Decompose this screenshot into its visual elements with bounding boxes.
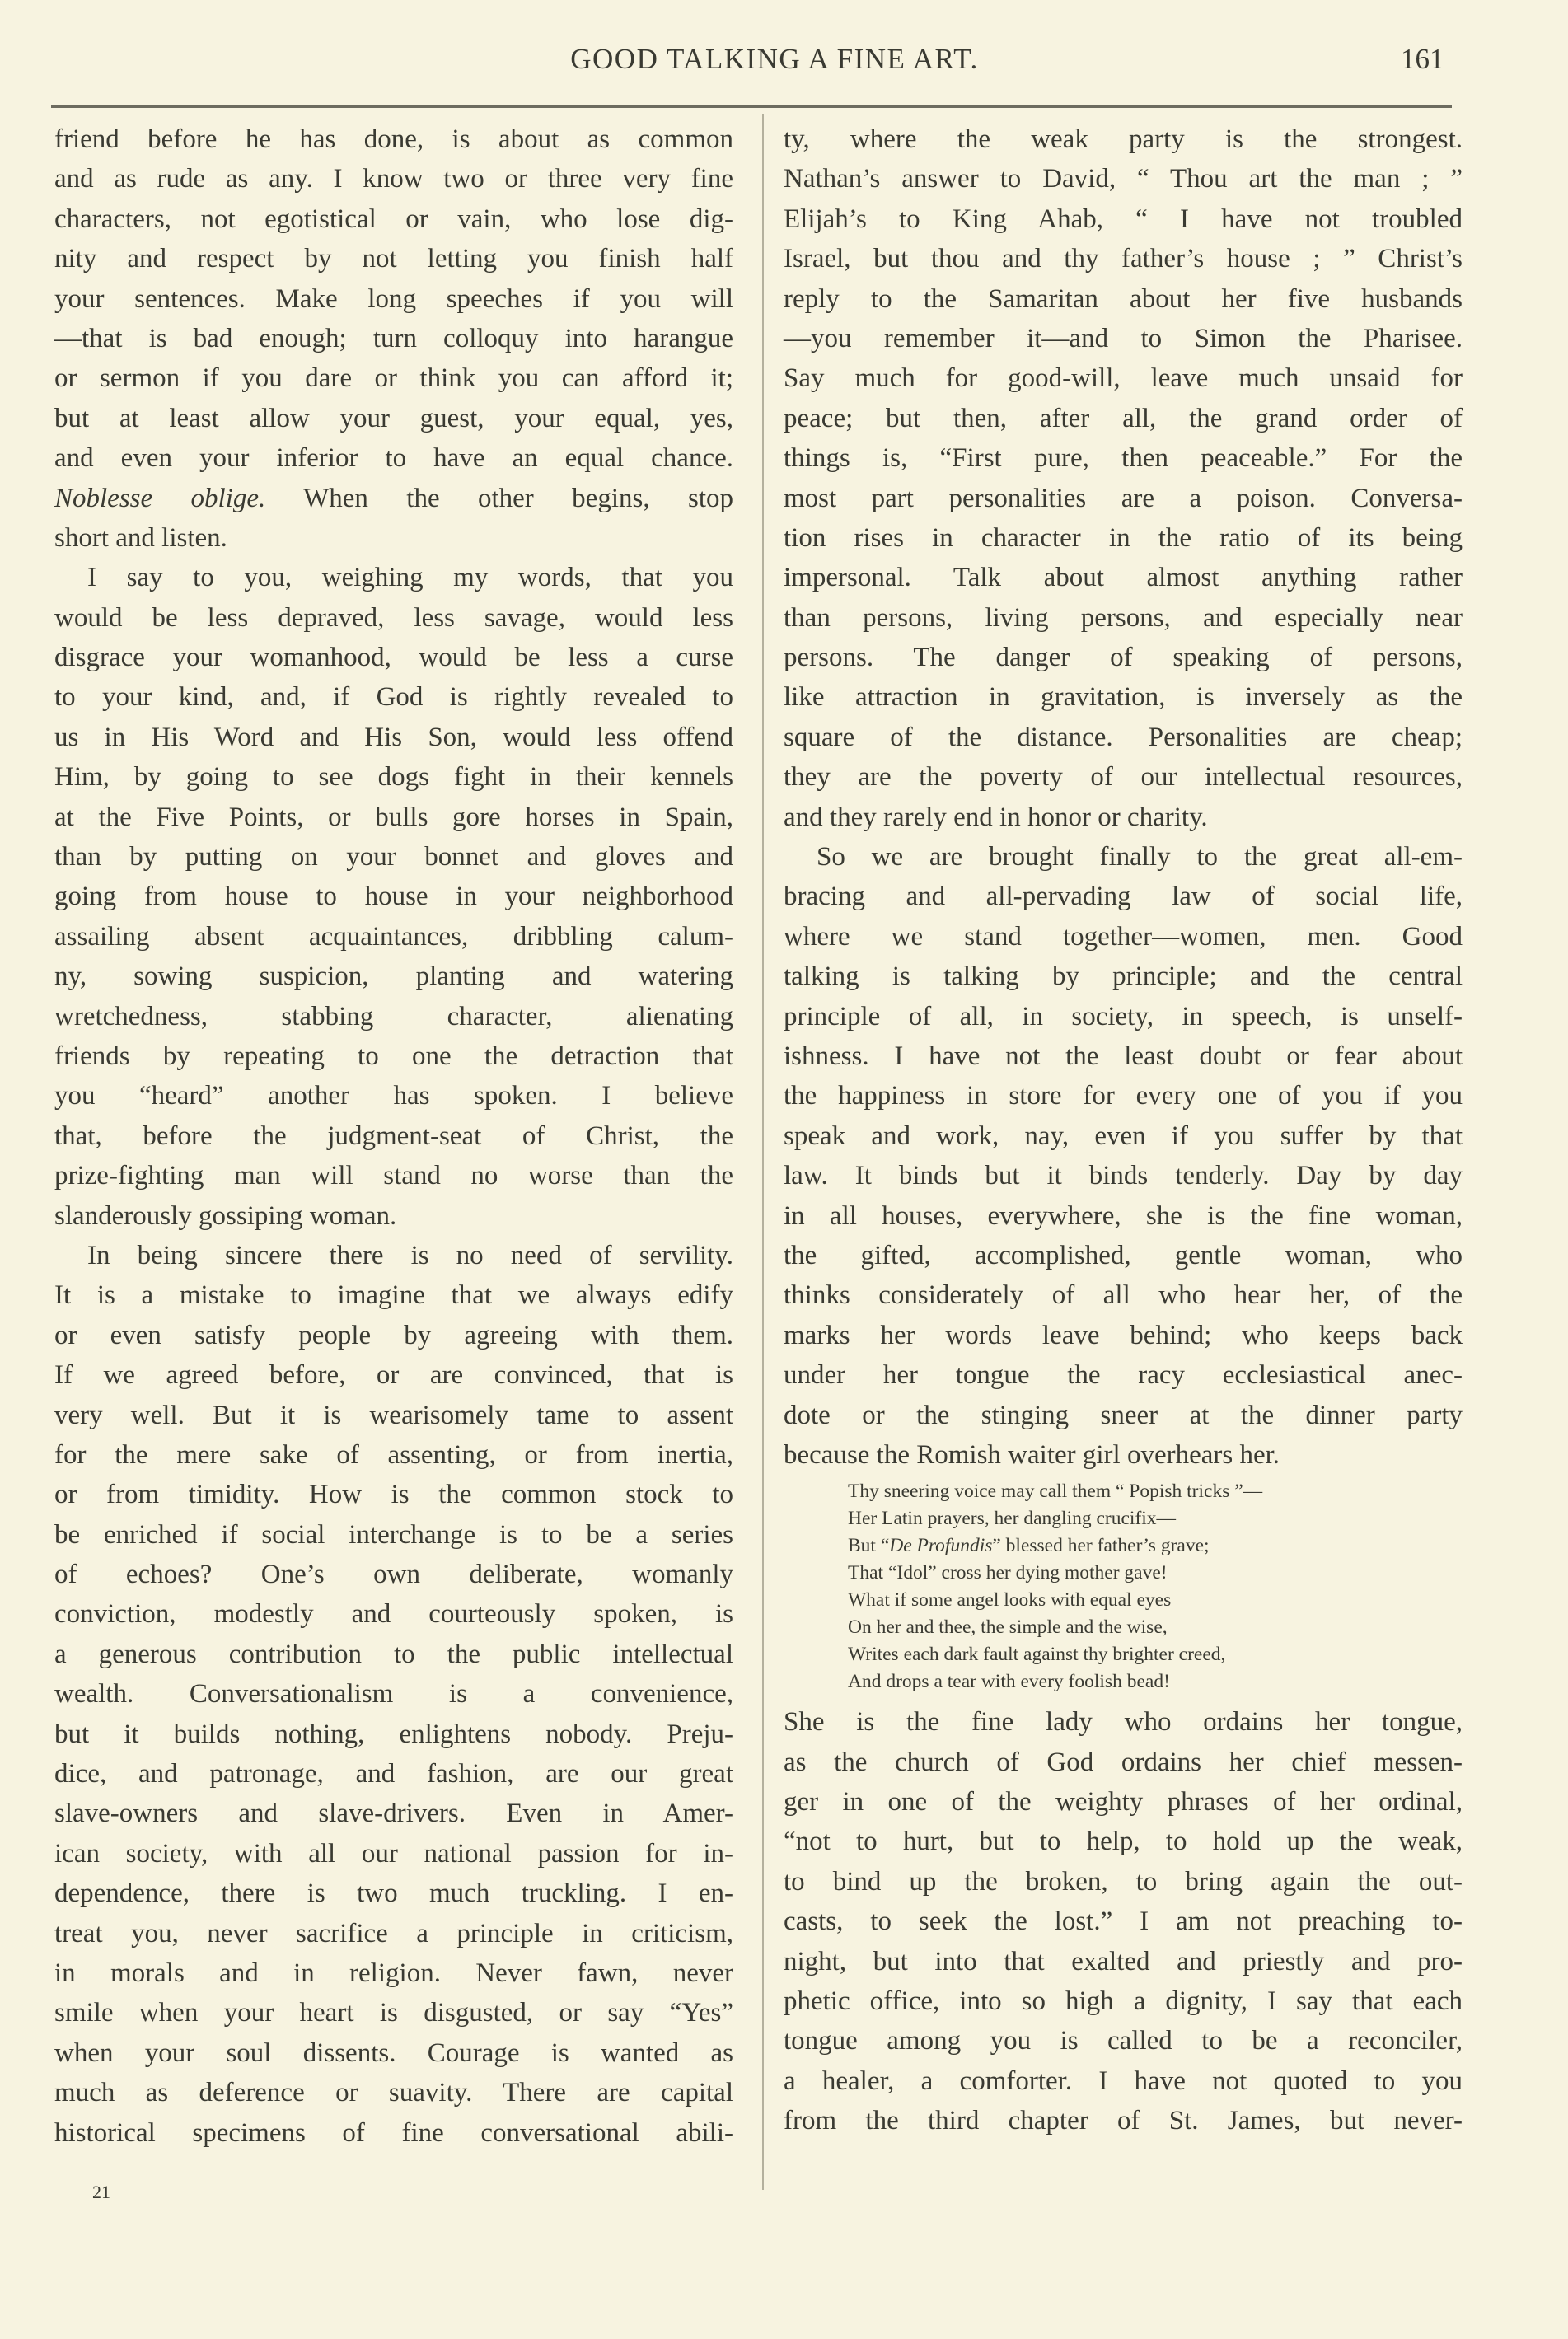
text-line: bracing and all-pervading law of social life,	[784, 882, 1463, 912]
text-line: impersonal. Talk about almost anything rather	[784, 563, 1463, 593]
text-line: She is the fine lady who ordains her tongue,	[784, 1707, 1463, 1738]
text-line: in all houses, everywhere, she is the fine woman,	[784, 1200, 1463, 1231]
text-line: dote or the stinging sneer at the dinner party	[784, 1400, 1463, 1430]
verse-line: Her Latin prayers, her dangling crucifix—	[848, 1508, 1177, 1530]
text-line: ny, sowing suspicion, planting and watering	[54, 961, 733, 992]
text-line: casts, to seek the lost.” I am not preaching to-	[784, 1906, 1463, 1937]
verse-quotation	[784, 1475, 1463, 1702]
header-rule	[51, 105, 1452, 108]
text-line: night, but into that exalted and priestly and pro-	[784, 1946, 1463, 1976]
text-line: your sentences. Make long speeches if you will	[54, 283, 733, 314]
text-line: thinks considerately of all who hear her, of the	[784, 1280, 1463, 1311]
running-title: GOOD TALKING A FINE ART.	[570, 43, 979, 75]
text-line: but at least allow your guest, your equal, yes,	[54, 403, 733, 433]
text-line: square of the distance. Personalities are cheap;	[784, 722, 1463, 752]
text-line: or sermon if you dare or think you can afford it;	[54, 363, 733, 394]
text-line: principle of all, in society, in speech, is unself-	[784, 1001, 1463, 1031]
text-line: peace; but then, after all, the grand order of	[784, 403, 1463, 433]
verse-line: And drops a tear with every foolish bead!	[848, 1671, 1170, 1693]
text-line: and even your inferior to have an equal chance.	[54, 443, 733, 474]
verse-line: Thy sneering voice may call them “ Popish tricks ”—	[848, 1481, 1263, 1503]
text-line: in morals and in religion. Never fawn, never	[54, 1958, 733, 1988]
verse-line: That “Idol” cross her dying mother gave!	[848, 1562, 1168, 1584]
text-line: under her tongue the racy ecclesiastical anec-	[784, 1360, 1463, 1391]
text-line: tongue among you is called to be a reconciler,	[784, 2026, 1463, 2056]
text-line: Say much for good-will, leave much unsaid for	[784, 363, 1463, 394]
text-line: that, before the judgment-seat of Christ, the	[54, 1120, 733, 1151]
text-line: going from house to house in your neighborhood	[54, 882, 733, 912]
text-line: you “heard” another has spoken. I believe	[54, 1081, 733, 1111]
text-line: It is a mistake to imagine that we always edify	[54, 1280, 733, 1311]
text-line: they are the poverty of our intellectual resources,	[784, 762, 1463, 793]
text-line: —that is bad enough; turn colloquy into harangue	[54, 323, 733, 353]
text-line: reply to the Samaritan about her five husbands	[784, 283, 1463, 314]
text-line: slave-owners and slave-drivers. Even in Amer-	[54, 1799, 733, 1829]
italic-phrase: De Profundis	[889, 1535, 993, 1557]
text-line: most part personalities are a poison. Conversa-	[784, 483, 1463, 513]
text-line: conviction, modestly and courteously spoken, is	[54, 1599, 733, 1630]
text-line: and they rarely end in honor or charity.	[784, 802, 1208, 832]
text-line: and as rude as any. I know two or three very fine	[54, 164, 733, 194]
text-line: short and listen.	[54, 522, 227, 553]
page-number: 161	[1401, 43, 1444, 75]
italic-phrase: Noblesse oblige.	[54, 483, 266, 513]
text-line: Nathan’s answer to David, “ Thou art the man ; ”	[784, 164, 1463, 194]
text-line: from the third chapter of St. James, but never-	[784, 2106, 1463, 2136]
text-line: persons. The danger of speaking of persons,	[784, 643, 1463, 673]
text-line: In being sincere there is no need of servility.	[87, 1240, 733, 1270]
text-line: ty, where the weak party is the strongest.	[784, 124, 1463, 154]
text-line: a healer, a comforter. I have not quoted to you	[784, 2065, 1463, 2096]
text-line: the happiness in store for every one of you if you	[784, 1081, 1463, 1111]
text-line: law. It binds but it binds tenderly. Day by day	[784, 1161, 1463, 1191]
text-line: I say to you, weighing my words, that you	[87, 563, 733, 593]
text-line: friend before he has done, is about as common	[54, 124, 733, 154]
verse-line: On her and thee, the simple and the wise,	[848, 1616, 1168, 1639]
right-column	[784, 119, 1463, 2141]
text-line: but it builds nothing, enlightens nobody. Preju-	[54, 1719, 733, 1749]
text-line: because the Romish waiter girl overhears her.	[784, 1439, 1280, 1470]
text-line: friends by repeating to one the detraction that	[54, 1041, 733, 1071]
text-line: to bind up the broken, to bring again the out-	[784, 1866, 1463, 1897]
text-line: So we are brought finally to the great all-em-	[817, 842, 1463, 872]
text-line: ican society, with all our national passion for in-	[54, 1838, 733, 1869]
text-line: than persons, living persons, and especially near	[784, 602, 1463, 633]
left-column	[54, 119, 733, 2153]
text-line: dependence, there is two much truckling. I en-	[54, 1878, 733, 1909]
text-line: to your kind, and, if God is rightly revealed to	[54, 682, 733, 713]
text-line: —you remember it—and to Simon the Pharisee.	[784, 323, 1463, 353]
text-line: talking is talking by principle; and the central	[784, 961, 1463, 992]
text-line: “not to hurt, but to help, to hold up the weak,	[784, 1827, 1463, 1857]
text-line: Noblesse oblige. When the other begins, stop	[54, 483, 733, 513]
text-line: Elijah’s to King Ahab, “ I have not troubled	[784, 203, 1463, 234]
text-line: would be less depraved, less savage, would less	[54, 602, 733, 633]
text-line: wealth. Conversationalism is a convenience,	[54, 1679, 733, 1710]
text-line: marks her words leave behind; who keeps back	[784, 1320, 1463, 1350]
text-line: historical specimens of fine conversational abili-	[54, 2117, 733, 2148]
text-line: or from timidity. How is the common stock to	[54, 1480, 733, 1510]
text-line: things is, “First pure, then peaceable.” For the	[784, 443, 1463, 474]
text-line: us in His Word and His Son, would less offend	[54, 722, 733, 752]
text-line: characters, not egotistical or vain, who lose dig-	[54, 203, 733, 234]
text-line: or even satisfy people by agreeing with them.	[54, 1320, 733, 1350]
text-line: when your soul dissents. Courage is wanted as	[54, 2037, 733, 2068]
text-line: disgrace your womanhood, would be less a curse	[54, 643, 733, 673]
text-line: slanderously gossiping woman.	[54, 1200, 397, 1231]
text-line: smile when your heart is disgusted, or say “Yes”	[54, 1998, 733, 2028]
text-line: a generous contribution to the public intellectual	[54, 1639, 733, 1669]
text-line: dice, and patronage, and fashion, are our great	[54, 1759, 733, 1789]
text-line: Him, by going to see dogs fight in their kennels	[54, 762, 733, 793]
text-line: like attraction in gravitation, is inversely as the	[784, 682, 1463, 713]
text-line: for the mere sake of assenting, or from inertia,	[54, 1439, 733, 1470]
text-line: tion rises in character in the ratio of its being	[784, 522, 1463, 553]
text-line: speak and work, nay, even if you suffer by that	[784, 1120, 1463, 1151]
text-line: assailing absent acquaintances, dribbling calum-	[54, 921, 733, 952]
text-line: as the church of God ordains her chief messen-	[784, 1747, 1463, 1777]
text-line: If we agreed before, or are convinced, that is	[54, 1360, 733, 1391]
text-line: very well. But it is wearisomely tame to assent	[54, 1400, 733, 1430]
text-line: ger in one of the weighty phrases of her ordinal,	[784, 1787, 1463, 1817]
signature-mark: 21	[92, 2182, 110, 2202]
text-line: prize-fighting man will stand no worse than the	[54, 1161, 733, 1191]
verse-line: But “De Profundis” blessed her father’s grave;	[848, 1535, 1210, 1557]
running-header	[0, 43, 1568, 84]
text-line: much as deference or suavity. There are capital	[54, 2078, 733, 2108]
text-line: where we stand together—women, men. Good	[784, 921, 1463, 952]
verse-line: Writes each dark fault against thy brighter creed,	[848, 1644, 1226, 1666]
text-line: wretchedness, stabbing character, alienating	[54, 1001, 733, 1031]
text-line: be enriched if social interchange is to be a series	[54, 1519, 733, 1550]
text-line: ishness. I have not the least doubt or fear about	[784, 1041, 1463, 1071]
verse-line: What if some angel looks with equal eyes	[848, 1589, 1172, 1612]
text-line: treat you, never sacrifice a principle in criticism,	[54, 1918, 733, 1948]
text-line: the gifted, accomplished, gentle woman, who	[784, 1240, 1463, 1270]
text-line: of echoes? One’s own deliberate, womanly	[54, 1560, 733, 1590]
column-divider	[762, 114, 764, 2190]
text-line: than by putting on your bonnet and gloves and	[54, 842, 733, 872]
text-line: nity and respect by not letting you finish half	[54, 244, 733, 274]
text-line: at the Five Points, or bulls gore horses in Spain,	[54, 802, 733, 832]
text-line: Israel, but thou and thy father’s house ; ” Christ’s	[784, 244, 1463, 274]
text-line: phetic office, into so high a dignity, I say that each	[784, 1986, 1463, 2017]
